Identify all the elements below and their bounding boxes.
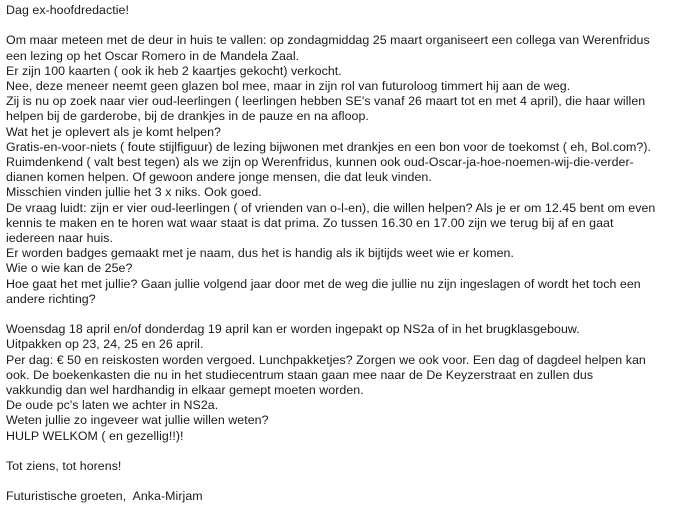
text-line: De oude pc's laten we achter in NS2a.	[6, 398, 219, 413]
text-line: Er worden badges gemaakt met je naam, dus het is handig als ik bijtijds weet wie er komen.	[6, 246, 514, 261]
text-line: Misschien vinden jullie het 3 x niks. Ook goed.	[6, 185, 262, 200]
text-line: De vraag luidt: zijn er vier oud-leerlingen ( of vrienden van o-l-en), die willen helpen? Als je er om 12.45 bent om even	[6, 200, 656, 215]
blank-line	[6, 307, 688, 322]
blank-line	[6, 474, 688, 489]
text-line: Er zijn 100 kaarten ( ook ik heb 2 kaartjes gekocht) verkocht.	[6, 63, 342, 78]
text-line: andere richting?	[6, 291, 96, 306]
text-line: Gratis-en-voor-niets ( foute stijlfiguur) de lezing bijwonen met drankjes en een bon voor de toekomst ( eh, Bol.com?).	[6, 139, 652, 154]
paragraph-event	[6, 33, 688, 307]
text-line: Weten jullie zo ingeveer wat jullie willen weten?	[6, 413, 269, 428]
text-line: Uitpakken op 23, 24, 25 en 26 april.	[6, 337, 204, 352]
text-line: Per dag: € 50 en reiskosten worden vergoed. Lunchpakketjes? Zorgen we ook voor. Een dag of dagdeel helpen kan	[6, 352, 646, 367]
blank-line	[6, 444, 688, 459]
text-line: HULP WELKOM ( en gezellig!!)!	[6, 428, 184, 443]
text-line: kennis te maken en te horen wat waar staat is dat prima. Zo tussen 16.30 en 17.00 zijn we terug bij af en gaat	[6, 215, 614, 230]
text-line: Wie o wie kan de 25e?	[6, 261, 133, 276]
signature: Futuristische groeten, Anka-Mirjam	[6, 489, 203, 504]
greeting: Dag ex-hoofdredactie!	[6, 3, 129, 17]
text-line: Wat het je oplevert als je komt helpen?	[6, 124, 221, 139]
text-line: een lezing op het Oscar Romero in de Mandela Zaal.	[6, 48, 300, 63]
text-line: Hoe gaat het met jullie? Gaan jullie volgend jaar door met de weg die jullie nu zijn ingeslagen of wordt het toch een	[6, 276, 641, 291]
text-line: Woensdag 18 april en/of donderdag 19 april kan er worden ingepakt op NS2a of in het brugklasgebouw.	[6, 322, 580, 337]
blank-line	[6, 18, 688, 33]
text-line: Zij is nu op zoek naar vier oud-leerlingen ( leerlingen hebben SE's vanaf 26 maart tot en met 4 april), die haar willen	[6, 94, 646, 109]
letter-body	[6, 3, 688, 505]
text-line: vakkundig dan wel hardhandig in elkaar gemept moeten worden.	[6, 383, 364, 398]
text-line: iedereen naar huis.	[6, 231, 114, 246]
closing: Tot ziens, tot horens!	[6, 459, 122, 474]
text-line: helpen bij de garderobe, bij de drankjes in de pauze en na afloop.	[6, 109, 369, 124]
text-line: Nee, deze meneer neemt geen glazen bol mee, maar in zijn rol van futuroloog timmert hij aan de weg.	[6, 79, 571, 93]
paragraph-moving	[6, 322, 688, 444]
text-line: Ruimdenkend ( valt best tegen) als we zijn op Werenfridus, kunnen ook oud-Oscar-ja-hoe-noemen-wij-die-verder-	[6, 155, 634, 170]
text-line: dianen komen helpen. Of gewoon andere jonge mensen, die dat leuk vinden.	[6, 170, 432, 185]
text-line: Om maar meteen met de deur in huis te vallen: op zondagmiddag 25 maart organiseert een collega van Werenfridus	[6, 33, 650, 48]
text-line: ook. De boekenkasten die nu in het studiecentrum staan gaan mee naar de De Keyzerstraat en zullen dus	[6, 367, 594, 382]
